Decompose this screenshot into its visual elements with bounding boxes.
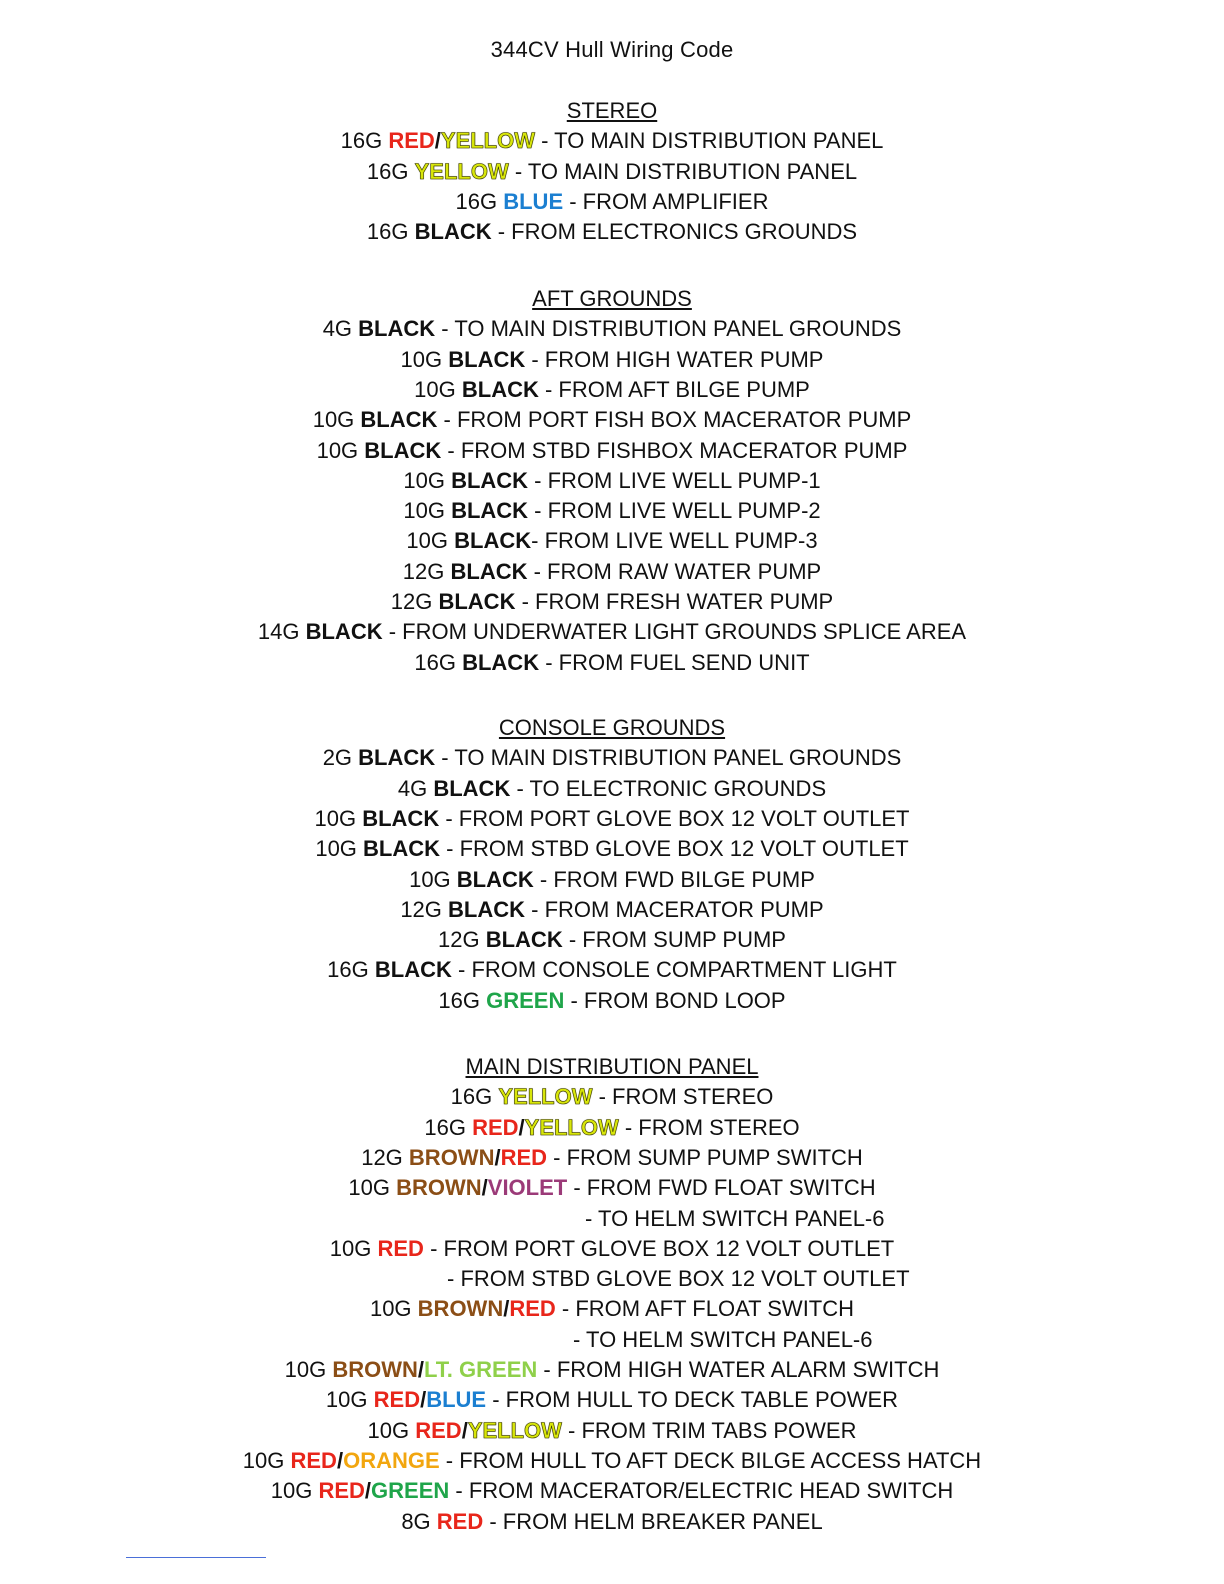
wire-gauge: 10G: [369, 1296, 412, 1322]
wire-gauge: 16G: [340, 128, 383, 154]
wire-gauge: 2G: [322, 745, 353, 771]
wire-color: BLACK: [448, 896, 526, 922]
wire-gauge: 16G: [327, 957, 369, 983]
wire-color-separator: /: [481, 1175, 488, 1201]
wire-entry: [0, 218, 1224, 246]
wire-color: YELLOW: [414, 158, 509, 184]
wire-entry: [573, 1326, 873, 1354]
wire-color: BLACK: [414, 219, 492, 245]
wire-gauge: 10G: [406, 528, 448, 554]
wire-gauge: 16G: [414, 649, 456, 675]
wire-gauge: 14G: [257, 619, 300, 645]
wire-color: BROWN: [417, 1296, 504, 1322]
wire-gauge: 10G: [242, 1447, 285, 1473]
wire-gauge: 16G: [366, 219, 409, 245]
wire-destination: - FROM STEREO: [618, 1114, 800, 1140]
wire-color: BLACK: [362, 805, 440, 831]
wire-color: BLACK: [438, 589, 516, 614]
wire-entry: [0, 406, 1224, 434]
wire-entry: [0, 127, 1224, 155]
wire-color: BLACK: [358, 316, 436, 342]
wire-destination: - FROM LIVE WELL PUMP-3: [531, 528, 818, 554]
wire-color: RED: [500, 1144, 548, 1170]
wire-color: RED: [388, 128, 435, 154]
wire-entry: [0, 987, 1224, 1015]
wire-destination: - FROM SUMP PUMP SWITCH: [547, 1144, 863, 1170]
wire-entry: [0, 744, 1224, 772]
wire-gauge: 16G: [455, 188, 498, 214]
wire-gauge: 10G: [316, 437, 359, 463]
wire-entry: [0, 588, 1224, 616]
wire-destination: - FROM MACERATOR PUMP: [525, 896, 824, 922]
wire-destination: - FROM RAW WATER PUMP: [527, 558, 822, 584]
wire-color: YELLOW: [498, 1084, 593, 1110]
wire-color: BROWN: [408, 1144, 495, 1170]
wire-color: BLUE: [503, 188, 564, 214]
wire-color: BLACK: [358, 745, 436, 771]
wire-gauge: 4G: [397, 775, 428, 801]
wire-destination: - TO MAIN DISTRIBUTION PANEL: [508, 158, 858, 184]
wire-gauge: 12G: [438, 927, 480, 953]
wire-destination: - FROM PORT GLOVE BOX 12 VOLT OUTLET: [439, 805, 910, 831]
section-heading: CONSOLE GROUNDS: [498, 715, 726, 740]
wire-color: BLACK: [462, 649, 540, 675]
wire-entry: [0, 775, 1224, 803]
wire-color: ORANGE: [343, 1447, 440, 1473]
wire-color: GREEN: [371, 1478, 450, 1504]
wire-color: BLACK: [454, 528, 532, 554]
wire-entry: [0, 896, 1224, 924]
wire-destination: - FROM HIGH WATER ALARM SWITCH: [537, 1357, 940, 1382]
wire-color-separator: /: [518, 1114, 525, 1140]
wire-gauge: 10G: [367, 1417, 410, 1443]
wire-color: BLUE: [426, 1387, 487, 1413]
wire-gauge: 16G: [450, 1084, 493, 1110]
wire-color: RED: [373, 1387, 421, 1413]
wire-gauge: 12G: [402, 558, 445, 584]
wire-gauge: 10G: [409, 866, 451, 892]
wire-gauge: 16G: [366, 158, 409, 184]
section-heading: AFT GROUNDS: [532, 286, 692, 311]
wire-color: BLACK: [374, 957, 452, 983]
footer-rule: [126, 1557, 266, 1558]
wire-destination: - FROM SUMP PUMP: [562, 927, 786, 953]
wire-entry: [0, 188, 1224, 216]
wire-entry: [0, 315, 1224, 343]
wire-color: LT. GREEN: [424, 1357, 538, 1382]
wire-color: RED: [377, 1235, 424, 1261]
wire-color: BLACK: [448, 346, 526, 372]
wire-entry: [0, 1144, 1224, 1172]
page-title: 344CV Hull Wiring Code: [490, 37, 734, 62]
wire-gauge: 10G: [329, 1235, 372, 1261]
wire-destination: - FROM ELECTRONICS GROUNDS: [491, 219, 858, 245]
wire-destination: - FROM FUEL SEND UNIT: [539, 649, 810, 675]
wire-entry: [0, 805, 1224, 833]
wire-color: BLACK: [360, 407, 438, 433]
wire-gauge: 10G: [325, 1387, 368, 1413]
wire-destination: - TO HELM SWITCH PANEL-6: [573, 1326, 873, 1352]
wire-color: RED: [290, 1447, 337, 1473]
wire-gauge: 10G: [314, 805, 357, 831]
wire-entry: [0, 1447, 1224, 1475]
wire-color: BLACK: [433, 775, 511, 801]
wire-entry: [0, 618, 1224, 646]
wire-color: BROWN: [332, 1357, 418, 1382]
wire-entry: [0, 346, 1224, 374]
wire-destination: - FROM STBD GLOVE BOX 12 VOLT OUTLET: [447, 1266, 910, 1292]
wire-destination: - TO HELM SWITCH PANEL-6: [585, 1205, 885, 1231]
wire-color: RED: [472, 1114, 519, 1140]
wire-color: BLACK: [485, 927, 563, 953]
wire-entry: [585, 1205, 885, 1233]
wire-entry: [0, 467, 1224, 495]
wire-gauge: 12G: [361, 1144, 403, 1170]
wire-entry: [0, 1477, 1224, 1505]
wire-entry: [0, 437, 1224, 465]
wire-entry: [0, 158, 1224, 186]
wire-color: BLACK: [461, 376, 539, 402]
wire-destination: - TO MAIN DISTRIBUTION PANEL: [535, 128, 884, 154]
wire-color: BROWN: [396, 1175, 482, 1201]
wire-color: BLACK: [364, 437, 442, 463]
wire-color: BLACK: [451, 498, 529, 524]
wire-entry: [0, 558, 1224, 586]
wire-entry: [0, 956, 1224, 984]
wire-destination: - FROM BOND LOOP: [564, 987, 786, 1013]
wire-gauge: 10G: [403, 498, 445, 524]
wire-destination: - FROM PORT FISH BOX MACERATOR PUMP: [437, 407, 912, 433]
wire-color-separator: /: [336, 1447, 344, 1473]
wire-gauge: 10G: [315, 836, 357, 862]
wire-destination: - FROM LIVE WELL PUMP-1: [528, 467, 821, 493]
wire-destination: - FROM FWD FLOAT SWITCH: [567, 1175, 876, 1201]
wire-color: RED: [318, 1478, 365, 1504]
wire-entry: [0, 1295, 1224, 1323]
wire-entry: [0, 497, 1224, 525]
wire-entry: [0, 1114, 1224, 1142]
wire-destination: - FROM HELM BREAKER PANEL: [483, 1508, 823, 1534]
wire-entry: [0, 527, 1224, 555]
wire-gauge: 10G: [414, 376, 456, 402]
wire-destination: - FROM PORT GLOVE BOX 12 VOLT OUTLET: [423, 1235, 895, 1261]
wire-gauge: 4G: [322, 316, 353, 342]
wire-gauge: 8G: [401, 1508, 431, 1534]
wire-color: RED: [415, 1417, 462, 1443]
wire-entry: [0, 1417, 1224, 1445]
wire-destination: - FROM STBD GLOVE BOX 12 VOLT OUTLET: [440, 836, 909, 862]
section-heading: MAIN DISTRIBUTION PANEL: [465, 1054, 759, 1079]
wire-entry: [0, 376, 1224, 404]
wire-entry: [0, 1083, 1224, 1111]
wire-destination: - FROM HULL TO AFT DECK BILGE ACCESS HATCH: [439, 1447, 982, 1473]
wire-color: YELLOW: [440, 128, 535, 154]
wire-entry: [0, 1235, 1224, 1263]
wire-destination: - FROM AFT FLOAT SWITCH: [555, 1296, 855, 1322]
wire-color: BLACK: [451, 467, 529, 493]
wire-entry: [0, 1356, 1224, 1384]
wire-gauge: 10G: [348, 1175, 390, 1201]
wire-entry: [447, 1265, 910, 1293]
wire-color: RED: [509, 1296, 556, 1322]
wire-destination: - FROM CONSOLE COMPARTMENT LIGHT: [451, 957, 897, 983]
wire-destination: - FROM LIVE WELL PUMP-2: [528, 498, 821, 524]
wire-destination: - FROM FWD BILGE PUMP: [533, 866, 815, 892]
wire-entry: [0, 866, 1224, 894]
wire-gauge: 10G: [270, 1478, 313, 1504]
wire-destination: - FROM MACERATOR/ELECTRIC HEAD SWITCH: [449, 1478, 954, 1504]
wire-gauge: 12G: [400, 896, 442, 922]
wire-color-separator: /: [461, 1417, 468, 1443]
wire-color: YELLOW: [467, 1417, 562, 1443]
wire-destination: - TO MAIN DISTRIBUTION PANEL GROUNDS: [435, 316, 902, 342]
wire-entry: [0, 926, 1224, 954]
wire-gauge: 16G: [424, 1114, 466, 1140]
wire-color-separator: /: [364, 1478, 372, 1504]
wire-gauge: 10G: [312, 407, 355, 433]
wire-entry: [0, 649, 1224, 677]
wire-color-separator: /: [503, 1296, 510, 1322]
wire-destination: - TO ELECTRONIC GROUNDS: [510, 775, 827, 801]
wire-color: GREEN: [486, 987, 565, 1013]
wire-color: VIOLET: [487, 1175, 568, 1201]
section-heading: STEREO: [566, 98, 658, 123]
wire-gauge: 10G: [284, 1357, 327, 1382]
wire-destination: - FROM AMPLIFIER: [563, 188, 769, 214]
wire-color-separator: /: [420, 1387, 427, 1413]
wire-color: BLACK: [305, 619, 383, 645]
wire-destination: - FROM TRIM TABS POWER: [561, 1417, 857, 1443]
wire-gauge: 12G: [390, 589, 433, 614]
wire-color: BLACK: [363, 836, 441, 862]
wire-destination: - FROM HIGH WATER PUMP: [525, 346, 824, 372]
wire-color: BLACK: [456, 866, 534, 892]
wire-color-separator: /: [434, 128, 441, 154]
wire-gauge: 10G: [400, 346, 443, 372]
wire-gauge: 10G: [403, 467, 445, 493]
wire-color: BLACK: [450, 558, 528, 584]
wire-color-separator: /: [417, 1357, 424, 1382]
wire-color: YELLOW: [524, 1114, 619, 1140]
wire-destination: - FROM UNDERWATER LIGHT GROUNDS SPLICE AREA: [382, 619, 967, 645]
wire-color: RED: [436, 1508, 484, 1534]
wire-color-separator: /: [494, 1144, 501, 1170]
wire-entry: [0, 1386, 1224, 1414]
wire-entry: [0, 1174, 1224, 1202]
wire-destination: - FROM STEREO: [592, 1084, 774, 1110]
wire-destination: - FROM FRESH WATER PUMP: [515, 589, 834, 614]
wire-destination: - TO MAIN DISTRIBUTION PANEL GROUNDS: [435, 745, 902, 771]
wire-gauge: 16G: [438, 987, 480, 1013]
wire-destination: - FROM STBD FISHBOX MACERATOR PUMP: [441, 437, 908, 463]
wire-entry: [0, 835, 1224, 863]
wire-destination: - FROM HULL TO DECK TABLE POWER: [486, 1387, 899, 1413]
wire-entry: [0, 1508, 1224, 1536]
wire-destination: - FROM AFT BILGE PUMP: [538, 376, 810, 402]
